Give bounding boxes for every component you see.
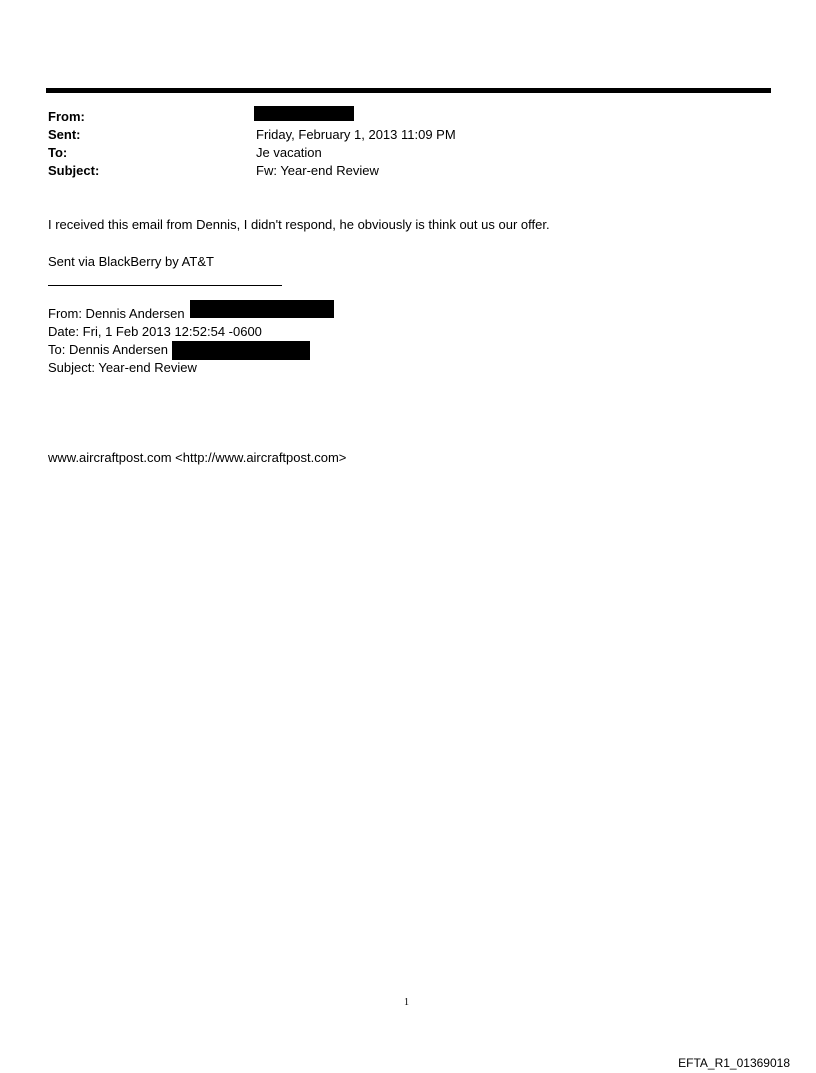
to-label: To: <box>48 145 68 160</box>
bates-number: EFTA_R1_01369018 <box>678 1056 790 1070</box>
forwarded-subject: Subject: Year-end Review <box>48 360 197 375</box>
redaction-box <box>254 106 354 121</box>
page-number: 1 <box>404 997 409 1008</box>
message-body: I received this email from Dennis, I didn't respond, he obviously is think out us our offer. <box>48 217 550 232</box>
subject-label: Subject: <box>48 163 100 178</box>
forwarded-date: Date: Fri, 1 Feb 2013 12:52:54 -0600 <box>48 324 262 339</box>
forwarded-to: To: Dennis Andersen <box>48 342 168 357</box>
to-value: Je vacation <box>256 145 322 160</box>
sent-label: Sent: <box>48 127 81 142</box>
aircraftpost-link[interactable]: www.aircraftpost.com <http://www.aircraftpost.com> <box>48 450 347 465</box>
forwarded-from: From: Dennis Andersen <box>48 306 185 321</box>
forward-separator <box>48 285 282 286</box>
redaction-box <box>190 300 334 318</box>
signature: Sent via BlackBerry by AT&T <box>48 254 214 269</box>
sent-value: Friday, February 1, 2013 11:09 PM <box>256 127 456 142</box>
header-rule <box>46 88 771 93</box>
redaction-box <box>172 341 310 360</box>
subject-value: Fw: Year-end Review <box>256 163 379 178</box>
from-label: From: <box>48 109 85 124</box>
